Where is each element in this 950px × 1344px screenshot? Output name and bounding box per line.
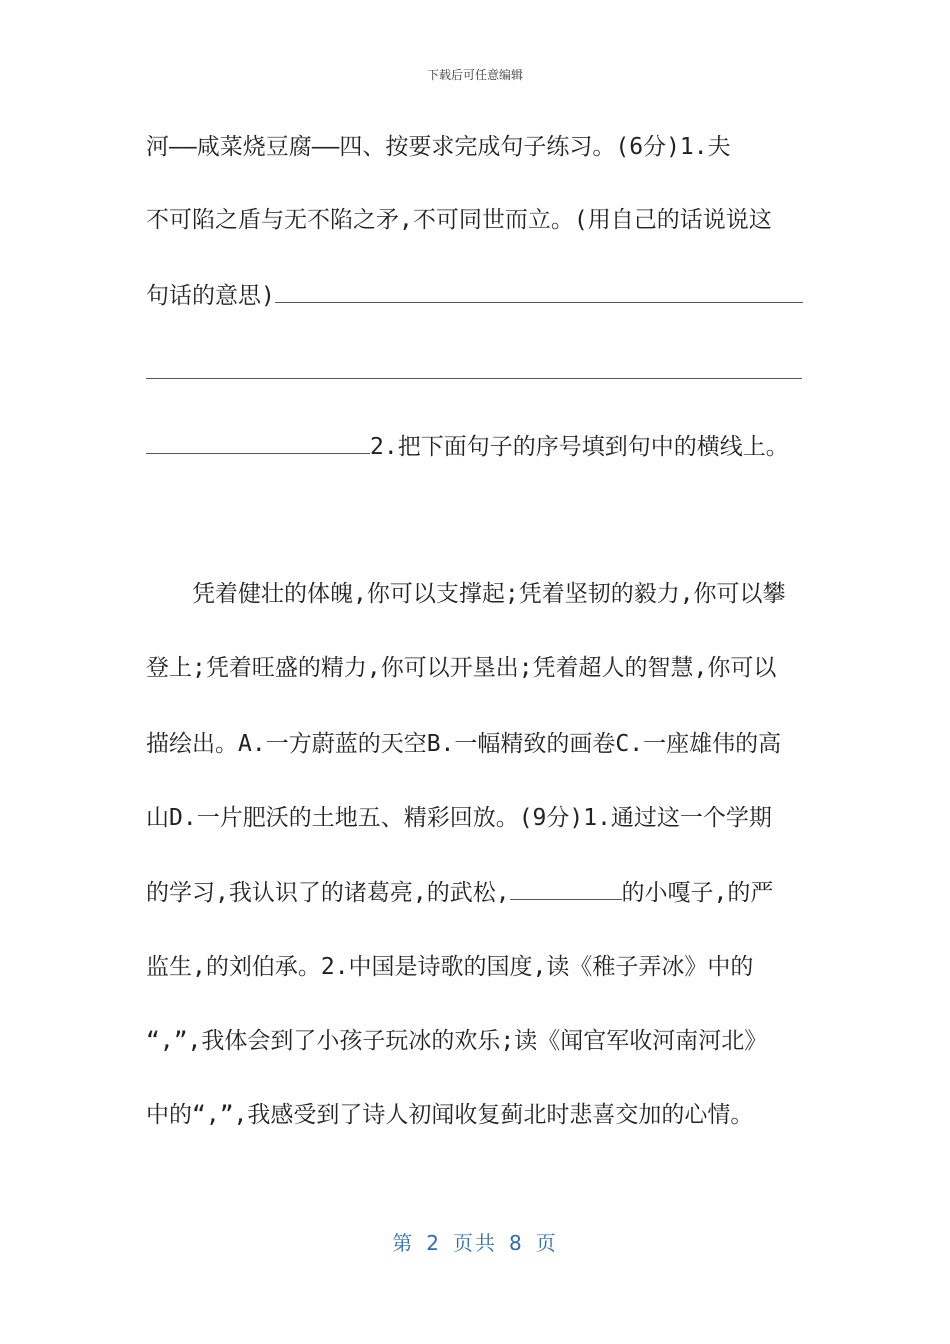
text-line-2: 不可陷之盾与无不陷之矛,不可同世而立。(用自己的话说说这 bbox=[146, 207, 772, 233]
answer-blank-line bbox=[146, 378, 802, 379]
text-line-1: 河——咸菜烧豆腐——四、按要求完成句子练习。(6分)1.夫 bbox=[146, 134, 731, 160]
text-line-5 bbox=[146, 432, 802, 462]
answer-blank bbox=[146, 433, 370, 454]
text-line-11: 监生,的刘伯承。2.中国是诗歌的国度,读《稚子弄冰》中的 bbox=[146, 954, 754, 980]
footer-mid: 页共 bbox=[453, 1231, 497, 1255]
text-line-3-label: 句话的意思) bbox=[146, 283, 275, 309]
footer-total-pages: 8 bbox=[509, 1231, 524, 1255]
answer-blank bbox=[275, 282, 803, 303]
text-line-12: “,”,我体会到了小孩子玩冰的欢乐;读《闻官军收河南河北》 bbox=[146, 1028, 768, 1054]
text-line-6: 凭着健壮的体魄,你可以支撑起;凭着坚韧的毅力,你可以攀 bbox=[192, 581, 786, 607]
footer-suffix: 页 bbox=[535, 1231, 558, 1255]
footer-prefix: 第 bbox=[392, 1231, 415, 1255]
text-line-13: 中的“,”,我感受到了诗人初闻收复蓟北时悲喜交加的心情。 bbox=[146, 1102, 754, 1128]
page-header: 下载后可任意编辑 bbox=[426, 68, 523, 82]
text-line-5-label: 2.把下面句子的序号填到句中的横线上。 bbox=[370, 434, 789, 460]
answer-blank bbox=[510, 879, 622, 900]
text-line-7: 登上;凭着旺盛的精力,你可以开垦出;凭着超人的智慧,你可以 bbox=[146, 655, 777, 681]
text-line-10 bbox=[146, 878, 802, 908]
page-footer bbox=[0, 1227, 950, 1256]
text-line-9: 山D.一片肥沃的土地五、精彩回放。(9分)1.通过这一个学期 bbox=[146, 805, 772, 831]
footer-page-number: 2 bbox=[426, 1231, 441, 1255]
text-line-3 bbox=[146, 281, 802, 311]
text-line-8: 描绘出。A.一方蔚蓝的天空B.一幅精致的画卷C.一座雄伟的高 bbox=[146, 731, 782, 757]
text-line-10-end: 的小嘎子,的严 bbox=[621, 880, 774, 906]
text-line-10-start: 的学习,我认识了的诸葛亮,的武松, bbox=[146, 880, 510, 906]
